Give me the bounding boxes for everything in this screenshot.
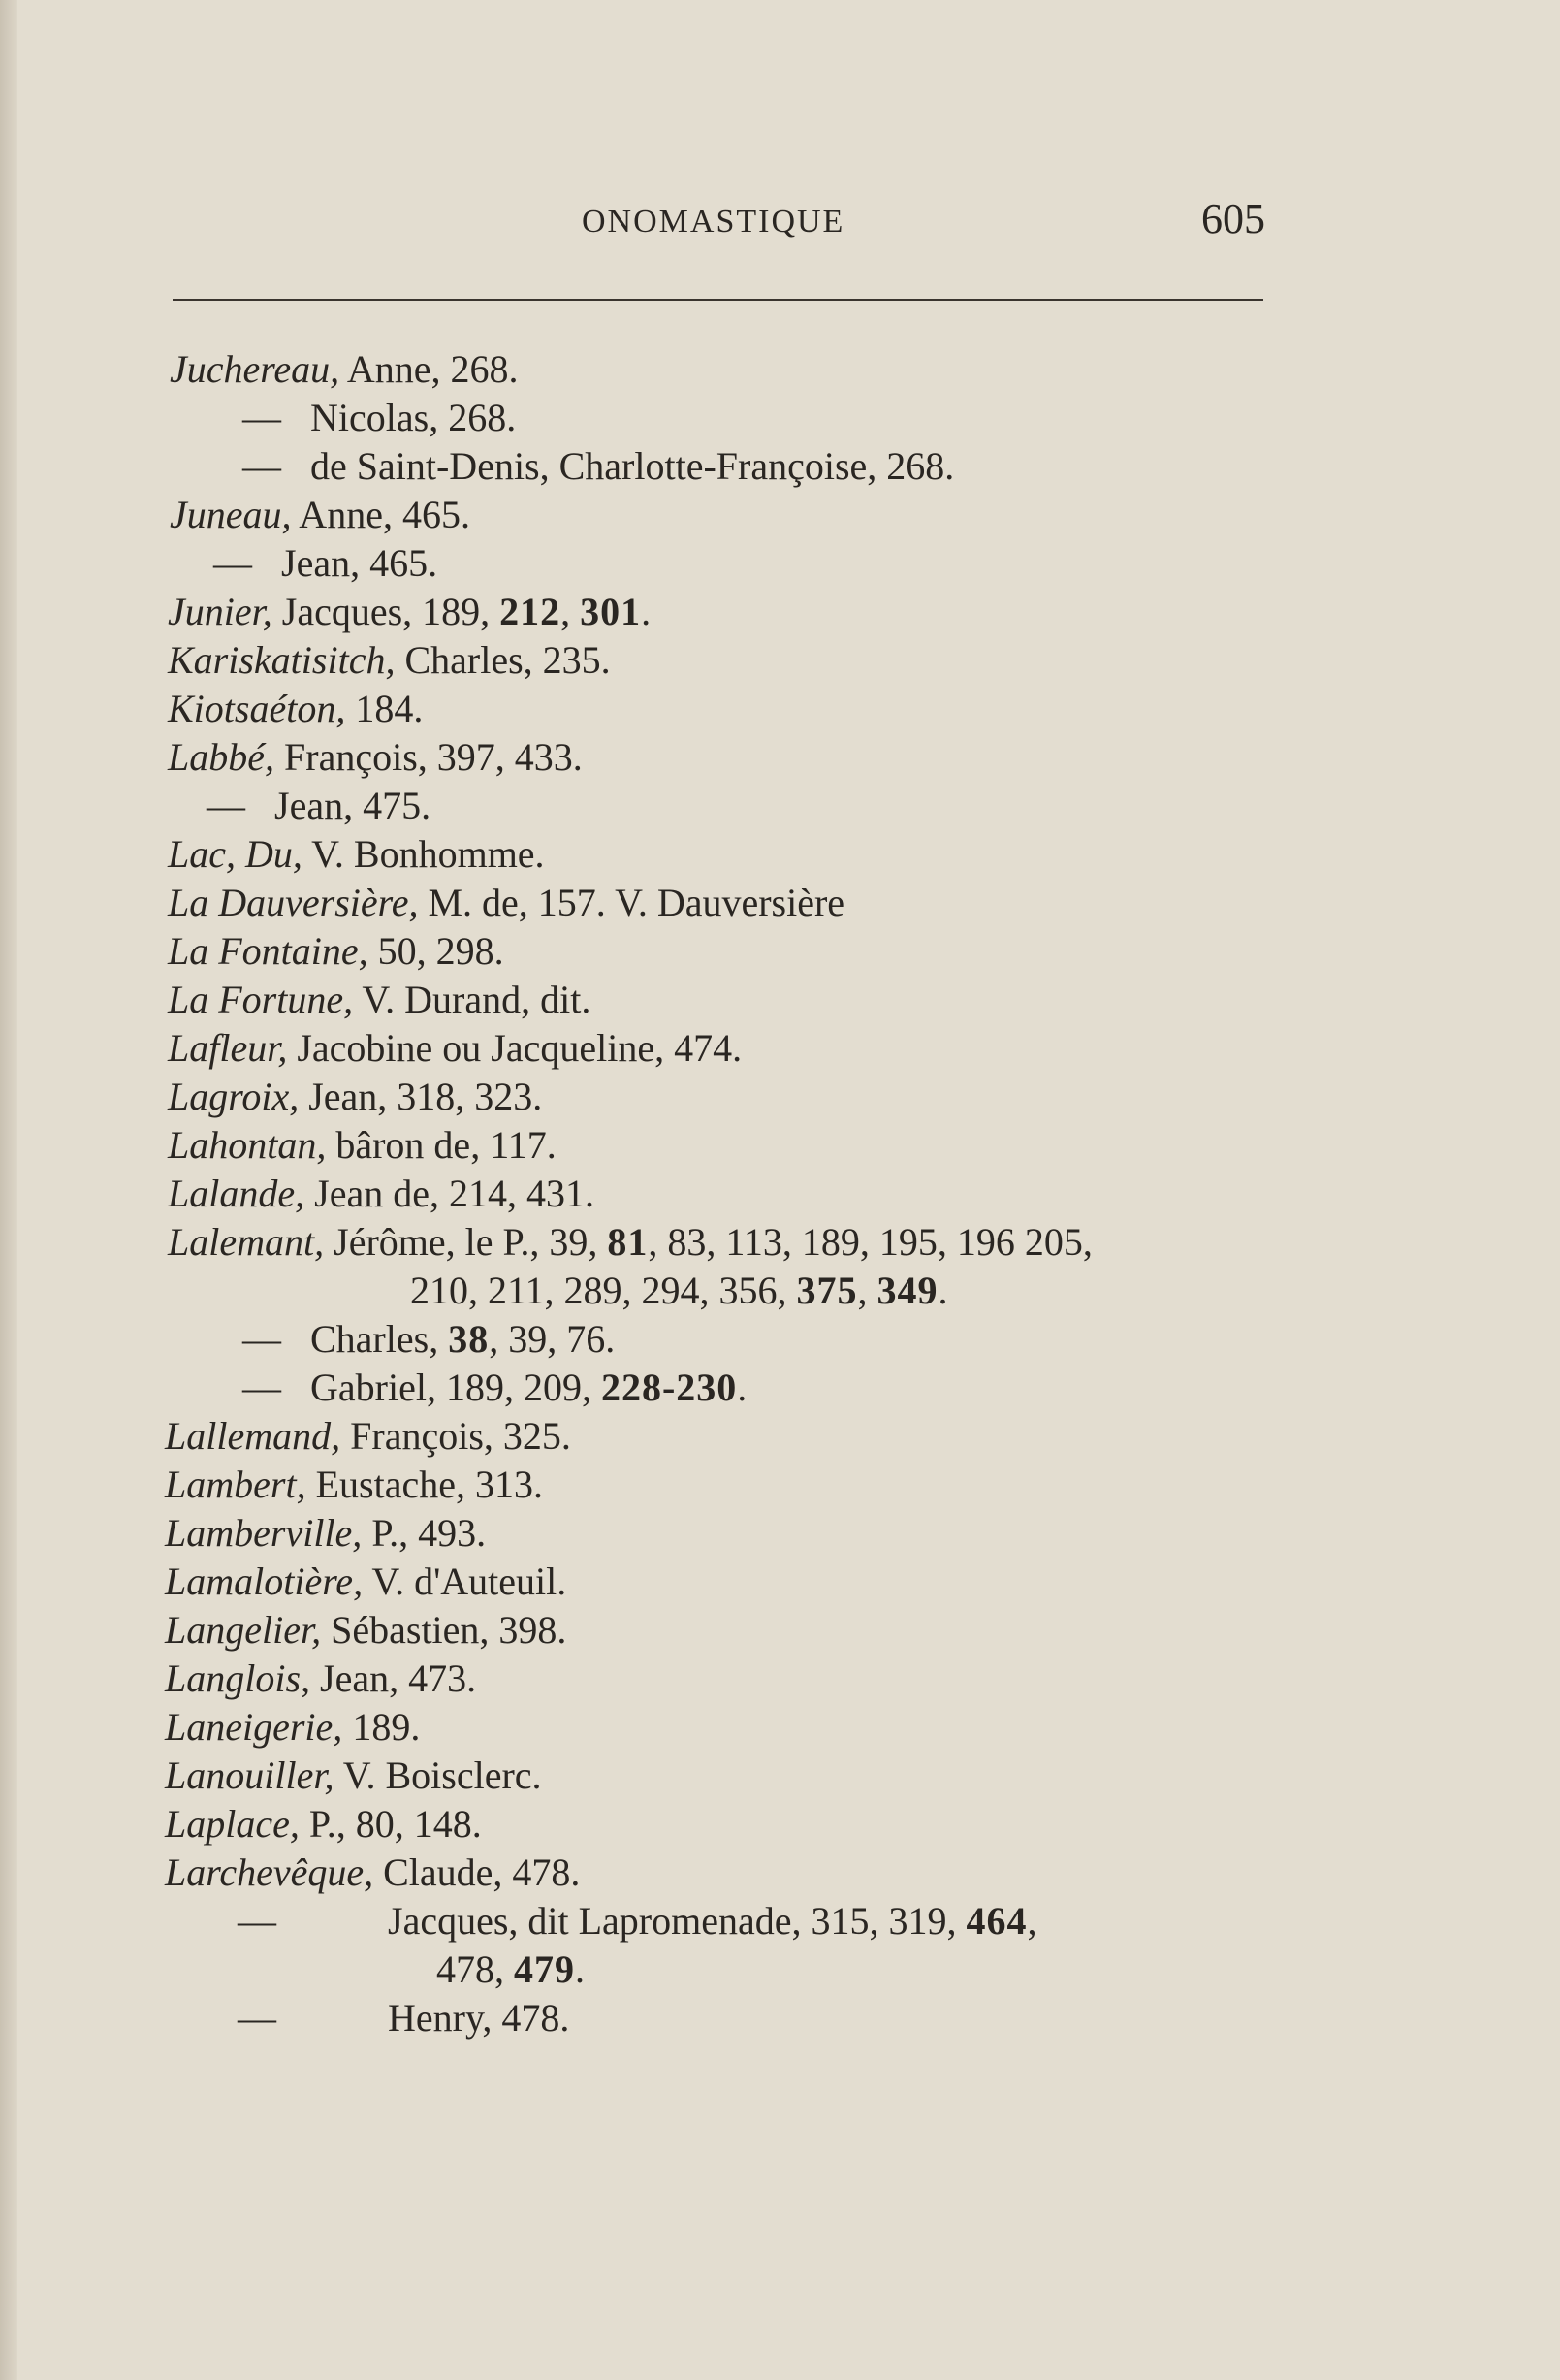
entry-name: Juneau, xyxy=(170,493,292,536)
index-entry xyxy=(160,1655,1285,1703)
entry-name: La Fontaine, xyxy=(168,929,368,973)
entry-name: Langlois, xyxy=(165,1656,311,1700)
index-entry xyxy=(160,1121,1285,1170)
index-entry xyxy=(160,1849,1285,1897)
bold-page-ref: 38 xyxy=(448,1317,490,1361)
entry-end: . xyxy=(737,1366,748,1409)
index-entry xyxy=(160,1606,1285,1655)
entry-text: Charles, xyxy=(310,1317,449,1361)
ditto-dash: — xyxy=(242,444,281,488)
index-entry xyxy=(160,442,1285,491)
entry-name: La Fortune, xyxy=(168,978,354,1021)
entry-text: Jean, 475. xyxy=(274,784,431,827)
entry-text: Sébastien, 398. xyxy=(321,1608,567,1652)
entry-name: Lamberville, xyxy=(165,1511,363,1555)
entry-text: Jacques, 189, xyxy=(271,590,500,633)
entry-name: Lafleur, xyxy=(168,1026,288,1070)
entry-name: Lallemand, xyxy=(165,1414,341,1458)
index-entry xyxy=(160,685,1285,733)
entry-text: Charles, 235. xyxy=(395,638,611,682)
index-entry xyxy=(160,879,1285,927)
index-entry xyxy=(160,1994,1285,2042)
bold-page-ref: 349 xyxy=(876,1269,939,1312)
index-entry xyxy=(160,1509,1285,1558)
bold-page-ref: 464 xyxy=(966,1899,1028,1943)
entry-text: Claude, 478. xyxy=(373,1850,581,1894)
index-entry xyxy=(160,345,1285,394)
entry-text: de Saint-Denis, Charlotte-Françoise, 268. xyxy=(310,444,955,488)
running-title: ONOMASTIQUE xyxy=(582,204,845,240)
entry-name: Lalemant, xyxy=(168,1220,325,1264)
entry-text: Jean, 465. xyxy=(281,541,438,585)
bold-page-ref: 228-230 xyxy=(600,1366,738,1409)
entry-text: François, 325. xyxy=(340,1414,571,1458)
bold-page-ref: 301 xyxy=(580,590,642,633)
entry-text: 184. xyxy=(345,687,424,730)
index-entry xyxy=(160,539,1285,588)
ditto-dash: — xyxy=(207,784,245,827)
index-entry xyxy=(160,1558,1285,1606)
index-entry xyxy=(160,1315,1285,1364)
index-entry xyxy=(160,491,1285,539)
entry-text: M. de, 157. V. Dauversière xyxy=(418,881,845,924)
entry-text: Gabriel, 189, 209, xyxy=(310,1366,601,1409)
entry-text: Anne, 465. xyxy=(291,493,470,536)
entry-text: Nicolas, 268. xyxy=(310,396,517,439)
index-entry xyxy=(160,588,1285,636)
index-entry xyxy=(160,1752,1285,1800)
entry-continuation: 478, xyxy=(436,1947,514,1991)
page-number: 605 xyxy=(1201,195,1265,242)
entry-text: Jérôme, le P., 39, xyxy=(324,1220,608,1264)
index-entry xyxy=(160,1218,1285,1315)
entry-name: La Dauversière, xyxy=(168,881,419,924)
entry-name: Kiotsaéton, xyxy=(168,687,346,730)
ditto-dash: — xyxy=(242,1366,281,1409)
entry-text: Jean, 473. xyxy=(310,1656,477,1700)
entry-end: . xyxy=(938,1269,948,1312)
entry-text: Jacques, dit Lapromenade, 315, 319, xyxy=(388,1899,967,1943)
entry-name: Laplace, xyxy=(165,1802,300,1846)
entry-name: Junier, xyxy=(168,590,272,633)
entry-text: Henry, 478. xyxy=(388,1996,570,2040)
bold-page-ref: 81 xyxy=(607,1220,649,1264)
ditto-dash: — xyxy=(242,396,281,439)
index-entry xyxy=(160,733,1285,782)
entry-name: Laneigerie, xyxy=(165,1705,343,1749)
entry-text: P., 80, 148. xyxy=(299,1802,482,1846)
entry-text: Jean de, 214, 431. xyxy=(304,1172,594,1215)
entry-name: Lagroix, xyxy=(168,1075,300,1118)
index-entry xyxy=(160,830,1285,879)
entry-text: François, 397, 433. xyxy=(274,735,583,779)
entry-text: 50, 298. xyxy=(367,929,504,973)
entry-text: Anne, 268. xyxy=(339,347,519,391)
entry-text: Eustache, 313. xyxy=(305,1463,543,1506)
index-entry xyxy=(160,1412,1285,1461)
index-entry xyxy=(160,927,1285,976)
entry-separator: , xyxy=(857,1269,877,1312)
entry-text: 189. xyxy=(342,1705,421,1749)
header-rule xyxy=(173,299,1263,301)
index-entry xyxy=(160,1703,1285,1752)
entry-text: , 83, 113, 189, 195, 196 205, xyxy=(648,1220,1093,1264)
entry-name: Lambert, xyxy=(165,1463,306,1506)
entry-name: Kariskatisitch, xyxy=(168,638,396,682)
entry-name: Lanouiller, xyxy=(165,1753,334,1797)
index-entry xyxy=(160,1170,1285,1218)
entry-end: . xyxy=(575,1947,585,1991)
entry-name: Juchereau, xyxy=(170,347,340,391)
index-entry xyxy=(160,1461,1285,1509)
page-header xyxy=(165,194,1265,252)
index-entry xyxy=(160,636,1285,685)
entry-text: Jean, 318, 323. xyxy=(299,1075,543,1118)
entry-end: . xyxy=(641,590,652,633)
entry-name: Lac, Du, xyxy=(168,832,302,876)
entry-text: P., 493. xyxy=(362,1511,487,1555)
index-entry xyxy=(160,782,1285,830)
entry-separator: , xyxy=(560,590,581,633)
entry-name: Labbé, xyxy=(168,735,274,779)
bold-page-ref: 375 xyxy=(796,1269,858,1312)
index-entry xyxy=(160,976,1285,1024)
index-entry xyxy=(160,1897,1285,1994)
entry-name: Lahontan, xyxy=(168,1123,327,1167)
entry-text: V. Bonhomme. xyxy=(302,832,545,876)
ditto-dash: — xyxy=(213,541,252,585)
entry-name: Langelier, xyxy=(165,1608,322,1652)
page-edge xyxy=(0,0,17,2380)
entry-name: Lamalotière, xyxy=(165,1560,364,1603)
index-entry xyxy=(160,1073,1285,1121)
bold-page-ref: 479 xyxy=(514,1947,575,1991)
ditto-dash: — xyxy=(238,1899,276,1943)
index-entry xyxy=(160,394,1285,442)
entry-continuation: 210, 211, 289, 294, 356, xyxy=(410,1269,797,1312)
bold-page-ref: 212 xyxy=(499,590,561,633)
ditto-dash: — xyxy=(242,1317,281,1361)
entry-name: Lalande, xyxy=(168,1172,305,1215)
entry-text: V. Boisclerc. xyxy=(334,1753,542,1797)
ditto-dash: — xyxy=(238,1996,276,2040)
entry-end: , xyxy=(1027,1899,1037,1943)
index-entry xyxy=(160,1024,1285,1073)
index-entry xyxy=(160,1800,1285,1849)
entry-name: Larchevêque, xyxy=(165,1850,374,1894)
entry-text: V. d'Auteuil. xyxy=(363,1560,567,1603)
entry-text: Jacobine ou Jacqueline, 474. xyxy=(287,1026,743,1070)
index-entry xyxy=(160,1364,1285,1412)
index-entries xyxy=(160,345,1285,2042)
entry-end: , 39, 76. xyxy=(489,1317,616,1361)
entry-text: V. Durand, dit. xyxy=(353,978,591,1021)
entry-text: bâron de, 117. xyxy=(326,1123,557,1167)
